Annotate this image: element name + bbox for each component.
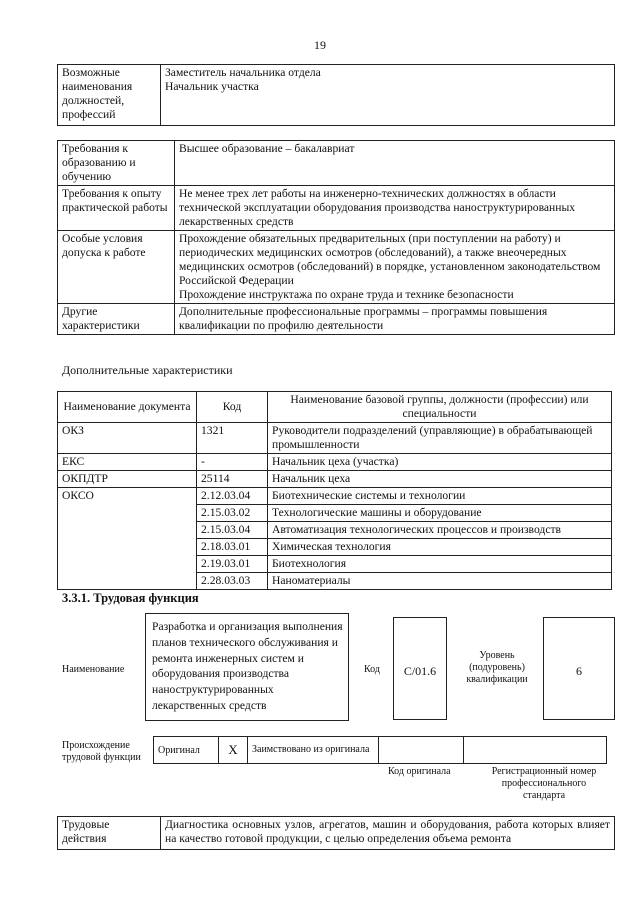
position-item: Начальник участка	[165, 80, 259, 93]
table-row	[58, 65, 615, 126]
doc-cell: ЕКС	[58, 454, 197, 471]
section-title: 3.3.1. Трудовая функция	[62, 591, 199, 605]
table-row	[58, 423, 612, 454]
origin-code-label: Код оригинала	[388, 766, 451, 777]
positions-table	[57, 64, 615, 126]
name-cell: Автоматизация технологических процессов и производств	[268, 522, 612, 539]
requirements-table	[57, 140, 615, 335]
code-cell: 2.15.03.02	[197, 505, 268, 522]
code-cell: 2.12.03.04	[197, 488, 268, 505]
name-label: Наименование	[62, 664, 125, 675]
borrowed-label: Заимствовано из оригинала	[248, 737, 379, 764]
actions-text: Диагностика основных узлов, агрегатов, машин и оборудования, работа которых влияет на качество готовой продукции, с целью определения объема ремонта	[161, 817, 615, 850]
column-header: Наименование документа	[58, 392, 197, 423]
reg-number-cell	[464, 737, 607, 764]
requirement-label: Другие характеристики	[58, 304, 175, 335]
name-cell: Химическая технология	[268, 539, 612, 556]
level-label: Уровень (подуровень) квалификации	[466, 650, 528, 685]
positions-values	[161, 65, 615, 126]
table-row	[58, 186, 615, 231]
name-cell: Наноматериалы	[268, 573, 612, 590]
code-label: Код	[364, 664, 380, 675]
table-row	[58, 454, 612, 471]
code-cell: 2.18.03.01	[197, 539, 268, 556]
reg-number-label: Регистрационный номер профессионального стандарта	[491, 766, 597, 801]
positions-label: Возможные наименования должностей, профессий	[58, 65, 161, 126]
requirement-value	[175, 186, 615, 231]
doc-cell: ОКПДТР	[58, 471, 197, 488]
actions-table	[57, 816, 615, 850]
table-row	[58, 141, 615, 186]
code-cell: -	[197, 454, 268, 471]
page-number: 19	[314, 38, 326, 52]
column-header: Код	[197, 392, 268, 423]
name-cell: Технологические машины и оборудование	[268, 505, 612, 522]
requirement-value	[175, 304, 615, 335]
level-box: 6	[543, 617, 615, 720]
requirement-line: Прохождение обязательных предварительных (при поступлении на работу) и периодических медицинских осмотров (обследований), а также внеочередных медицинских осмотров (обследований) в порядке, установленном законодательством Российской Федерации	[179, 232, 601, 287]
doc-cell: ОКЗ	[58, 423, 197, 454]
table-header-row	[58, 392, 612, 423]
code-cell: 1321	[197, 423, 268, 454]
original-mark: X	[219, 737, 248, 764]
table-row	[58, 231, 615, 304]
code-cell: 2.28.03.03	[197, 573, 268, 590]
requirement-label: Требования к опыту практической работы	[58, 186, 175, 231]
name-cell: Руководители подразделений (управляющие) в обрабатывающей промышленности	[268, 423, 612, 454]
origin-code-cell	[379, 737, 464, 764]
function-name-box: Разработка и организация выполнения планов технического обслуживания и ремонта инженерных систем и оборудования производства наноструктурированных лекарственных средств	[145, 613, 349, 721]
name-cell: Биотехнические системы и технологии	[268, 488, 612, 505]
name-cell: Начальник цеха (участка)	[268, 454, 612, 471]
table-row	[58, 817, 615, 850]
requirement-line: Дополнительные профессиональные программы – программы повышения квалификации по профилю деятельности	[179, 305, 548, 332]
name-cell: Начальник цеха	[268, 471, 612, 488]
name-cell: Биотехнология	[268, 556, 612, 573]
origin-label: Происхождение трудовой функции	[62, 740, 141, 763]
requirement-line: Прохождение инструктажа по охране труда и технике безопасности	[179, 288, 514, 301]
code-cell: 2.15.03.04	[197, 522, 268, 539]
column-header: Наименование базовой группы, должности (профессии) или специальности	[268, 392, 612, 423]
doc-cell: ОКСО	[58, 488, 197, 590]
code-cell: 25114	[197, 471, 268, 488]
requirement-value	[175, 141, 615, 186]
requirement-line: Не менее трех лет работы на инженерно-технических должностях в области технической эксплуатации оборудования производства наноструктурированных лекарственных средств	[179, 187, 576, 228]
function-code-box: C/01.6	[393, 617, 447, 720]
requirement-value	[175, 231, 615, 304]
requirement-label: Особые условия допуска к работе	[58, 231, 175, 304]
actions-label: Трудовые действия	[58, 817, 161, 850]
additional-caption: Дополнительные характеристики	[62, 363, 233, 377]
table-row	[154, 737, 607, 764]
table-row	[58, 304, 615, 335]
position-item: Заместитель начальника отдела	[165, 66, 321, 79]
origin-table	[153, 736, 607, 764]
code-cell: 2.19.03.01	[197, 556, 268, 573]
requirement-line: Высшее образование – бакалавриат	[179, 142, 355, 155]
requirement-label: Требования к образованию и обучению	[58, 141, 175, 186]
original-label: Оригинал	[154, 737, 219, 764]
table-row	[58, 488, 612, 505]
table-row	[58, 471, 612, 488]
additional-table	[57, 391, 612, 590]
